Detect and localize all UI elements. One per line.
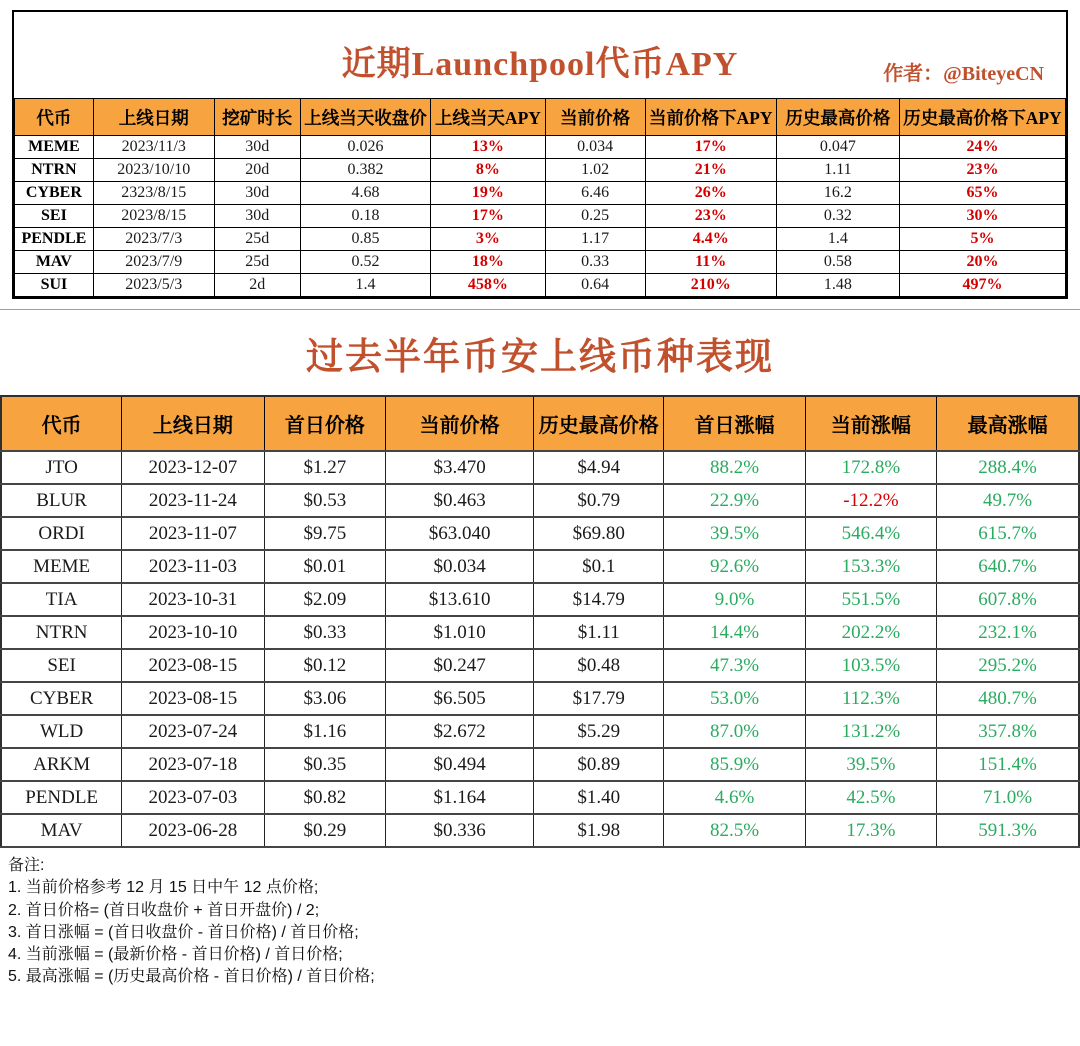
table-cell: 2023-10-10 (122, 616, 264, 649)
table-cell: 1.4 (776, 228, 899, 251)
launchpool-apy-table (14, 98, 1066, 297)
table-row (1, 814, 1079, 847)
table-cell: 4.4% (645, 228, 776, 251)
coin-name: NTRN (15, 159, 94, 182)
table-cell: 103.5% (805, 649, 937, 682)
coin-name: PENDLE (1, 781, 122, 814)
table-cell: 295.2% (937, 649, 1079, 682)
table-cell: 591.3% (937, 814, 1079, 847)
table-cell: 30d (214, 182, 300, 205)
table-cell: 16.2 (776, 182, 899, 205)
table-cell: 551.5% (805, 583, 937, 616)
table-cell: $0.034 (386, 550, 534, 583)
table-cell: 22.9% (664, 484, 805, 517)
table-cell: 0.32 (776, 205, 899, 228)
coin-name: BLUR (1, 484, 122, 517)
binance-listings-section (0, 309, 1080, 848)
table-cell: 30% (899, 205, 1065, 228)
column-header: 历史最高价格 (534, 396, 664, 451)
table-cell: 21% (645, 159, 776, 182)
table-row (15, 182, 1066, 205)
footnote-line: 2. 首日价格= (首日收盘价 + 首日开盘价) / 2; (8, 901, 320, 919)
header-row (1, 396, 1079, 451)
table-row (1, 781, 1079, 814)
table-cell: 1.48 (776, 274, 899, 297)
table-cell: 18% (431, 251, 546, 274)
column-header: 上线日期 (93, 99, 214, 136)
table-cell: $0.82 (264, 781, 386, 814)
footnote-line: 4. 当前涨幅 = (最新价格 - 首日价格) / 首日价格; (8, 946, 343, 964)
table-cell: 480.7% (937, 682, 1079, 715)
table-row (1, 748, 1079, 781)
table-cell: 2023-08-15 (122, 649, 264, 682)
table-cell: 1.02 (545, 159, 645, 182)
footnotes (0, 848, 1080, 989)
table-cell: 131.2% (805, 715, 937, 748)
table-cell: $0.12 (264, 649, 386, 682)
table-cell: $0.35 (264, 748, 386, 781)
table-cell: 11% (645, 251, 776, 274)
table-cell: 2023-12-07 (122, 451, 264, 484)
table-cell: 615.7% (937, 517, 1079, 550)
table-cell: 0.382 (300, 159, 430, 182)
table-cell: 14.4% (664, 616, 805, 649)
coin-name: SEI (1, 649, 122, 682)
table-cell: $5.29 (534, 715, 664, 748)
table-cell: $69.80 (534, 517, 664, 550)
column-header: 历史最高价格下APY (899, 99, 1065, 136)
table-cell: 30d (214, 136, 300, 159)
coin-name: SEI (15, 205, 94, 228)
table-cell: 85.9% (664, 748, 805, 781)
table-cell: 26% (645, 182, 776, 205)
table-cell: 53.0% (664, 682, 805, 715)
table-cell: 2023/7/9 (93, 251, 214, 274)
author-credit: 作者：@BiteyeCN (883, 63, 1044, 85)
table-cell: 0.18 (300, 205, 430, 228)
table-cell: $3.470 (386, 451, 534, 484)
coin-name: JTO (1, 451, 122, 484)
table-row (1, 616, 1079, 649)
table-cell: 2023-07-03 (122, 781, 264, 814)
table-cell: $1.27 (264, 451, 386, 484)
table-cell: 23% (645, 205, 776, 228)
table-cell: 172.8% (805, 451, 937, 484)
table-cell: 2023-11-24 (122, 484, 264, 517)
table-cell: $0.33 (264, 616, 386, 649)
column-header: 最高涨幅 (937, 396, 1079, 451)
table-cell: 6.46 (545, 182, 645, 205)
table-cell: 39.5% (664, 517, 805, 550)
table-row (1, 682, 1079, 715)
table-cell: 17.3% (805, 814, 937, 847)
table-cell: 288.4% (937, 451, 1079, 484)
table-cell: 2023/5/3 (93, 274, 214, 297)
table-cell: 20% (899, 251, 1065, 274)
table-row (1, 649, 1079, 682)
table-row (1, 451, 1079, 484)
table-cell: $0.01 (264, 550, 386, 583)
table-cell: $0.336 (386, 814, 534, 847)
table-cell: 5% (899, 228, 1065, 251)
coin-name: MEME (1, 550, 122, 583)
table-cell: 2023-08-15 (122, 682, 264, 715)
coin-name: CYBER (1, 682, 122, 715)
table-cell: 2023/10/10 (93, 159, 214, 182)
table-cell: 2023-07-24 (122, 715, 264, 748)
table-cell: 2023-10-31 (122, 583, 264, 616)
table-cell: $0.89 (534, 748, 664, 781)
table-cell: 357.8% (937, 715, 1079, 748)
table-cell: 2023-07-18 (122, 748, 264, 781)
table-cell: 42.5% (805, 781, 937, 814)
column-header: 历史最高价格 (776, 99, 899, 136)
footnote-line: 1. 当前价格参考 12 月 15 日中午 12 点价格; (8, 879, 319, 897)
table-cell: $2.672 (386, 715, 534, 748)
launchpool-apy-section (12, 10, 1068, 299)
table-cell: $1.98 (534, 814, 664, 847)
column-header: 挖矿时长 (214, 99, 300, 136)
coin-name: MEME (15, 136, 94, 159)
table-cell: 2023/11/3 (93, 136, 214, 159)
table-cell: $0.494 (386, 748, 534, 781)
table-cell: 47.3% (664, 649, 805, 682)
column-header: 上线当天APY (431, 99, 546, 136)
footnote-line: 备注: (8, 857, 45, 874)
table-cell: $13.610 (386, 583, 534, 616)
table-cell: $0.53 (264, 484, 386, 517)
coin-name: MAV (15, 251, 94, 274)
table-row (15, 251, 1066, 274)
table-cell: 88.2% (664, 451, 805, 484)
column-header: 当前价格 (545, 99, 645, 136)
coin-name: ARKM (1, 748, 122, 781)
table-cell: $0.1 (534, 550, 664, 583)
table-cell: 151.4% (937, 748, 1079, 781)
table-cell: 607.8% (937, 583, 1079, 616)
coin-name: CYBER (15, 182, 94, 205)
table-cell: 8% (431, 159, 546, 182)
table-row (15, 228, 1066, 251)
table-cell: 458% (431, 274, 546, 297)
table-cell: 20d (214, 159, 300, 182)
table-cell: 24% (899, 136, 1065, 159)
table-cell: 25d (214, 228, 300, 251)
table-row (1, 484, 1079, 517)
column-header: 首日涨幅 (664, 396, 805, 451)
table-cell: 25d (214, 251, 300, 274)
table-cell: 2023-11-03 (122, 550, 264, 583)
coin-name: PENDLE (15, 228, 94, 251)
listings-title-bar (0, 310, 1080, 395)
launchpool-title-bar (14, 12, 1066, 98)
table-cell: $1.11 (534, 616, 664, 649)
table-cell: 2023-06-28 (122, 814, 264, 847)
coin-name: TIA (1, 583, 122, 616)
listings-title: 过去半年币安上线币种表现 (306, 336, 774, 378)
footnote-line: 3. 首日涨幅 = (首日收盘价 - 首日价格) / 首日价格; (8, 923, 359, 941)
table-row (15, 274, 1066, 297)
table-cell: 4.6% (664, 781, 805, 814)
table-cell: 23% (899, 159, 1065, 182)
table-cell: 2d (214, 274, 300, 297)
binance-listings-table (0, 395, 1080, 848)
table-cell: $0.29 (264, 814, 386, 847)
table-cell: $4.94 (534, 451, 664, 484)
table-cell: 17% (431, 205, 546, 228)
table-cell: $1.40 (534, 781, 664, 814)
table-row (15, 159, 1066, 182)
table-cell: $1.010 (386, 616, 534, 649)
table-cell: 30d (214, 205, 300, 228)
table-cell: 0.026 (300, 136, 430, 159)
table-cell: 4.68 (300, 182, 430, 205)
table-cell: 0.25 (545, 205, 645, 228)
table-cell: 2023/8/15 (93, 205, 214, 228)
table-cell: $6.505 (386, 682, 534, 715)
header-row (15, 99, 1066, 136)
table-cell: 2323/8/15 (93, 182, 214, 205)
table-cell: $0.48 (534, 649, 664, 682)
table-cell: 92.6% (664, 550, 805, 583)
table-cell: 82.5% (664, 814, 805, 847)
table-cell: 13% (431, 136, 546, 159)
table-cell: 202.2% (805, 616, 937, 649)
table-cell: 71.0% (937, 781, 1079, 814)
table-cell: $9.75 (264, 517, 386, 550)
table-cell: $1.164 (386, 781, 534, 814)
column-header: 代币 (15, 99, 94, 136)
table-row (1, 550, 1079, 583)
table-row (1, 517, 1079, 550)
column-header: 代币 (1, 396, 122, 451)
footnote-line: 5. 最高涨幅 = (历史最高价格 - 首日价格) / 首日价格; (8, 968, 375, 986)
table-cell: $0.79 (534, 484, 664, 517)
table-cell: 0.33 (545, 251, 645, 274)
table-cell: 0.85 (300, 228, 430, 251)
table-cell: 232.1% (937, 616, 1079, 649)
column-header: 当前价格 (386, 396, 534, 451)
table-row (1, 583, 1079, 616)
coin-name: NTRN (1, 616, 122, 649)
table-cell: 497% (899, 274, 1065, 297)
table-row (1, 715, 1079, 748)
table-cell: 87.0% (664, 715, 805, 748)
column-header: 上线日期 (122, 396, 264, 451)
table-cell: 1.4 (300, 274, 430, 297)
table-cell: 17% (645, 136, 776, 159)
table-cell: 0.58 (776, 251, 899, 274)
coin-name: WLD (1, 715, 122, 748)
column-header: 当前涨幅 (805, 396, 937, 451)
table-cell: 546.4% (805, 517, 937, 550)
table-cell: $14.79 (534, 583, 664, 616)
coin-name: MAV (1, 814, 122, 847)
table-cell: 19% (431, 182, 546, 205)
table-cell: 1.17 (545, 228, 645, 251)
table-cell: 1.11 (776, 159, 899, 182)
table-cell: 0.034 (545, 136, 645, 159)
table-cell: $1.16 (264, 715, 386, 748)
table-cell: 2023/7/3 (93, 228, 214, 251)
table-cell: $3.06 (264, 682, 386, 715)
table-cell: 0.047 (776, 136, 899, 159)
table-cell: 49.7% (937, 484, 1079, 517)
column-header: 首日价格 (264, 396, 386, 451)
coin-name: ORDI (1, 517, 122, 550)
table-cell: 39.5% (805, 748, 937, 781)
table-row (15, 205, 1066, 228)
table-cell: $0.463 (386, 484, 534, 517)
column-header: 上线当天收盘价 (300, 99, 430, 136)
table-cell: 640.7% (937, 550, 1079, 583)
table-cell: $2.09 (264, 583, 386, 616)
table-cell: 112.3% (805, 682, 937, 715)
table-cell: $63.040 (386, 517, 534, 550)
table-cell: 0.52 (300, 251, 430, 274)
launchpool-title: 近期Launchpool代币APY (341, 46, 739, 83)
table-row (15, 136, 1066, 159)
table-cell: -12.2% (805, 484, 937, 517)
column-header: 当前价格下APY (645, 99, 776, 136)
table-cell: 9.0% (664, 583, 805, 616)
table-cell: 0.64 (545, 274, 645, 297)
table-cell: 65% (899, 182, 1065, 205)
table-cell: 2023-11-07 (122, 517, 264, 550)
table-cell: 210% (645, 274, 776, 297)
coin-name: SUI (15, 274, 94, 297)
table-cell: $0.247 (386, 649, 534, 682)
table-cell: 3% (431, 228, 546, 251)
table-cell: 153.3% (805, 550, 937, 583)
table-cell: $17.79 (534, 682, 664, 715)
